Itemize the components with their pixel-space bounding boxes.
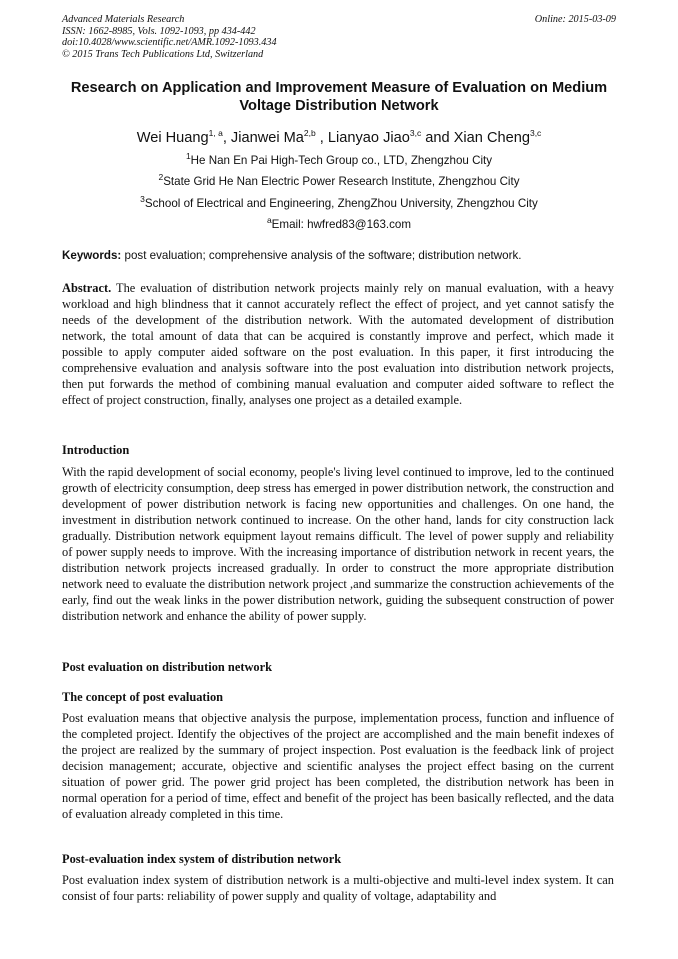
author-separator: , — [222, 129, 231, 146]
author-affil-mark: 1, a — [208, 128, 223, 138]
affiliation-text: State Grid He Nan Electric Power Research Institute, Zhengzhou City — [163, 174, 520, 188]
affiliation-mark: a — [266, 215, 272, 225]
affiliation-text: He Nan En Pai High-Tech Group co., LTD, Zhengzhou City — [190, 153, 493, 167]
index-paragraph: Post evaluation index system of distribution network is a multi-objective and multi-level index system. It can consist of four parts: reliability of power supply and quality of voltage, adaptability and — [62, 873, 614, 903]
keywords-label: Keywords: — [62, 249, 122, 262]
keywords — [62, 248, 616, 263]
intro-heading: Introduction — [62, 443, 130, 457]
affiliation-text: School of Electrical and Engineering, ZhengZhou University, Zhengzhou City — [144, 196, 538, 210]
email-text: Email: hwfred83@163.com — [271, 217, 412, 231]
concept-heading: The concept of post evaluation — [62, 690, 224, 704]
affiliation-mark: 1 — [185, 151, 191, 161]
copyright-line: © 2015 Trans Tech Publications Ltd, Switzerland — [62, 48, 264, 60]
author-separator: and — [421, 129, 454, 146]
affiliation-1 — [62, 149, 616, 168]
author-list — [62, 124, 616, 147]
abstract — [62, 280, 614, 408]
author-name: Xian Cheng — [453, 129, 530, 146]
post-eval-heading: Post evaluation on distribution network — [62, 660, 272, 674]
author-name: Wei Huang — [136, 129, 209, 146]
affiliation-3 — [62, 192, 616, 211]
keywords-text: post evaluation; comprehensive analysis of the software; distribution network. — [121, 249, 522, 262]
affiliation-mark: 3 — [140, 194, 145, 204]
abstract-label: Abstract. — [62, 281, 112, 295]
author-separator: , — [315, 129, 328, 146]
abstract-text: The evaluation of distribution network projects mainly rely on manual evaluation, with a heavy workload and high blindness that it cannot accurately reflect the effect of project, and yet cannot satisfy the needs of the development of the distribution network. With the automated development of distribution network, the total amount of data that can be acquired is constantly improve and perfect, which made it possible to apply computer aided software on the post evaluation. In this paper, it first introducing the comprehensive evaluation and analysis software into the post evaluation into distribution network projects, then put forwards the method of combining manual evaluation and computer aided software to reflect the effect of project construction, finally, analyses one project as a detailed example. — [62, 281, 614, 407]
index-heading: Post-evaluation index system of distribution network — [62, 852, 342, 866]
journal-header — [62, 14, 277, 60]
author-affil-mark: 3,c — [409, 128, 422, 138]
doi-line: doi:10.4028/www.scientific.net/AMR.1092-1093.434 — [62, 37, 277, 49]
concept-paragraph: Post evaluation means that objective analysis the purpose, implementation process, function and influence of the completed project. Identify the objectives of the project are accomplished and the main benefit indexes of the project are realized by the summary of project inspection. Post evaluation is the feedback link of project decision management; accurate, objective and scientific analyses the project effect basing on the current situation of power grid. The power grid project has been completed, the distribution network has been in normal operation for a period of time, effect and benefit of the project has been basically reflected, and the data of evaluation already completed in this time. — [62, 711, 614, 821]
affiliation-2 — [62, 170, 616, 189]
email-line — [62, 213, 616, 232]
paper-title: Research on Application and Improvement Measure of Evaluation on Medium Voltage Distribution Network — [70, 80, 608, 114]
online-date: Online: 2015-03-09 — [534, 14, 616, 25]
author-name: Lianyao Jiao — [327, 129, 410, 146]
affiliation-mark: 2 — [158, 172, 164, 182]
issn-line: ISSN: 1662-8985, Vols. 1092-1093, pp 434-442 — [62, 25, 256, 37]
journal-name: Advanced Materials Research — [62, 14, 185, 25]
author-affil-mark: 2,b — [303, 128, 316, 138]
author-affil-mark: 3,c — [529, 128, 542, 138]
intro-paragraph: With the rapid development of social economy, people's living level continued to improve, led to the continued growth of electricity consumption, deep stress has emerged in power distribution network, the construction and development of power distribution network is facing new opportunities and challenges. On one hand, the investment in distribution network continued to increase. On the other hand, lands for city construction lack gradually. Distribution network equipment layout remains difficult. The level of power supply and reliability of power supply needs to improve. With the increasing importance of distribution network in recent years, the distribution network projects increased gradually. In order to construct the more appropriate distribution network need to evaluate the distribution network project ,and summarize the construction achievements of the early, find out the weak links in the power distribution network, guiding the subsequent construction of power distribution network and enhance the ability of power supply. — [62, 465, 614, 623]
author-name: Jianwei Ma — [230, 129, 304, 146]
